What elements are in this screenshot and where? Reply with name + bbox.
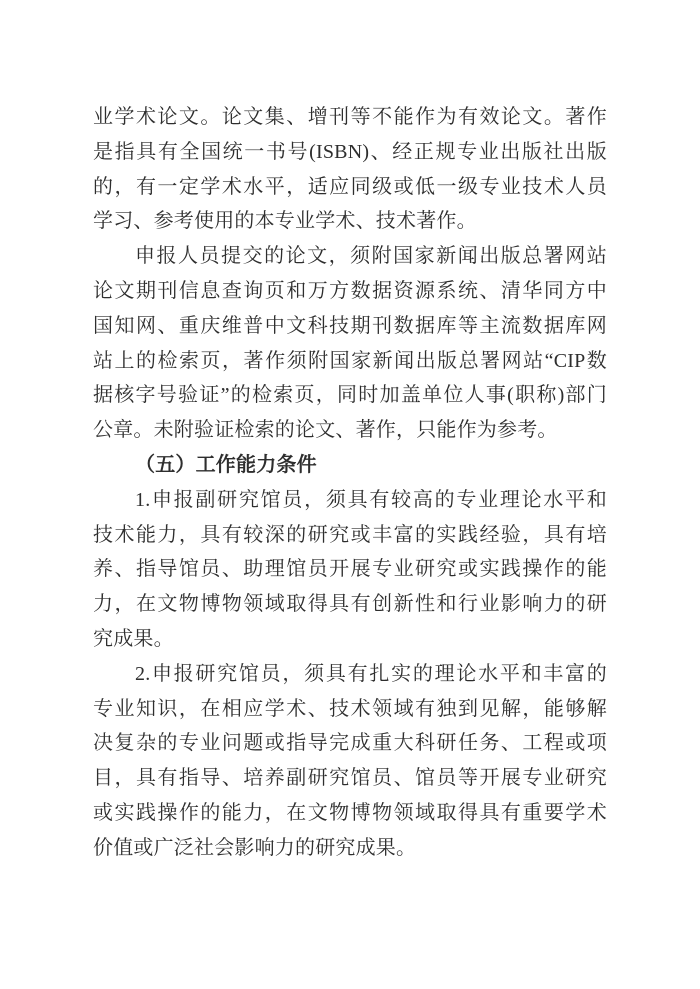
text-line: 力，在文物博物领域取得具有创新性和行业影响力的研	[93, 593, 607, 616]
text-line: 究成果。	[93, 627, 174, 650]
text-line: 的，有一定学术水平，适应同级或低一级专业技术人员	[93, 175, 607, 198]
text-line: 是指具有全国统一书号(ISBN)、经正规专业出版社出版	[93, 140, 607, 163]
text-line: 学习、参考使用的本专业学术、技术著作。	[93, 210, 477, 233]
text-line: 养、指导馆员、助理馆员开展专业研究或实践操作的能	[93, 558, 607, 581]
text-line: 价值或广泛社会影响力的研究成果。	[93, 836, 417, 859]
section-heading: （五）工作能力条件	[135, 453, 317, 476]
text-line: 申报人员提交的论文，须附国家新闻出版总署网站	[135, 245, 607, 268]
text-line: 业学术论文。论文集、增刊等不能作为有效论文。著作	[93, 106, 607, 128]
text-line: 国知网、重庆维普中文科技期刊数据库等主流数据库网	[93, 314, 607, 337]
text-line: 1.申报副研究馆员，须具有较高的专业理论水平和	[135, 488, 607, 511]
text-line: 论文期刊信息查询页和万方数据资源系统、清华同方中	[93, 279, 607, 302]
text-line: 或实践操作的能力，在文物博物领域取得具有重要学术	[93, 801, 607, 824]
text-line: 专业知识，在相应学术、技术领域有独到见解，能够解	[93, 697, 607, 720]
document-body	[93, 100, 607, 866]
text-line: 据核字号验证”的检索页，同时加盖单位人事(职称)部门	[93, 384, 607, 407]
text-line: 站上的检索页，著作须附国家新闻出版总署网站“CIP数	[93, 349, 607, 372]
text-line: 决复杂的专业问题或指导完成重大科研任务、工程或项	[93, 732, 607, 755]
text-line: 2.申报研究馆员，须具有扎实的理论水平和丰富的	[135, 662, 607, 685]
text-line: 公章。未附验证检索的论文、著作，只能作为参考。	[93, 419, 558, 442]
text-line: 技术能力，具有较深的研究或丰富的实践经验，具有培	[93, 523, 607, 546]
text-line: 目，具有指导、培养副研究馆员、馆员等开展专业研究	[93, 767, 607, 790]
